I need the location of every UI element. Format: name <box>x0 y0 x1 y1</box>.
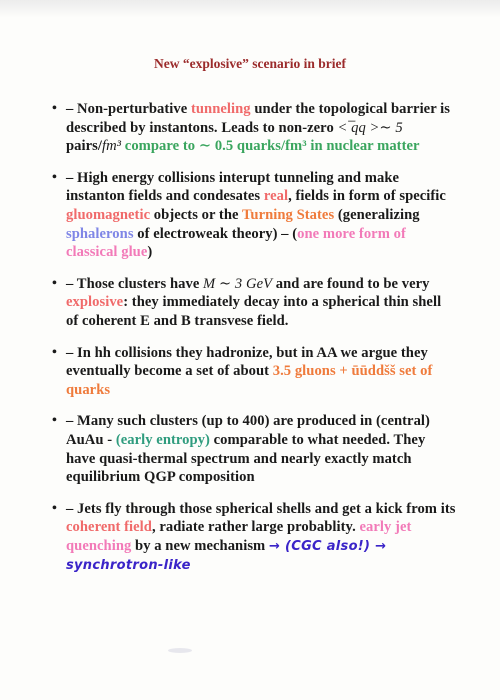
bullet-collisions <box>52 169 457 262</box>
page-title: New “explosive” scenario in brief <box>154 56 346 71</box>
bullet-dot: • <box>52 275 57 291</box>
pen-smudge <box>168 648 192 653</box>
math-fm3: fm³ <box>101 138 122 155</box>
highlight-compare: compare to ∼ 0.5 quarks/fm³ in nuclear matter <box>121 138 420 155</box>
bullet-text: comparable to what needed. They have quasi-thermal spectrum and nearly exactly match equilibrium QGP composition <box>66 431 426 486</box>
bullet-jets <box>52 500 457 576</box>
bullet-clusters <box>52 275 457 331</box>
bullet-many-clusters <box>52 412 457 486</box>
bullet-dot: • <box>52 413 57 429</box>
bullet-text: – Many such clusters (up to 400) are produced in (central) AuAu - <box>66 413 430 448</box>
bullet-text: by a new mechanism <box>131 537 269 554</box>
bullet-text: ) <box>147 244 153 261</box>
bullet-dot: • <box>52 344 57 360</box>
highlight-gluomagnetic: gluomagnetic <box>66 206 151 223</box>
bullet-dot: • <box>52 101 57 116</box>
bullet-text: – In hh collisions they hadronize, but in AA we argue they eventually become a set of about <box>66 344 428 380</box>
highlight-tunneling: tunneling <box>190 101 251 117</box>
highlight-coherent-field: coherent field <box>66 519 152 536</box>
bullet-text: – High energy collisions interupt tunneling and make instanton fields and condesates <box>66 169 400 205</box>
bullet-text: – Jets fly through those spherical shells and get a kick from its <box>66 500 456 517</box>
bullet-text: : they immediately decay into a spherical thin shell of coherent E and B transvese field. <box>66 294 442 329</box>
highlight-early-entropy: (early entropy) <box>115 431 210 448</box>
bullet-text: under the topological barrier is described by instantons. Leads to non-zero <box>66 101 450 136</box>
math-mass: M ∼ 3 GeV <box>203 275 273 292</box>
bullet-hadronize <box>52 344 457 400</box>
highlight-explosive: explosive <box>66 294 124 311</box>
bullet-text: of electroweak theory) – ( <box>133 225 298 242</box>
highlight-gluons: 3.5 gluons + ūūddšš set of quarks <box>66 363 433 398</box>
bullet-text: and are found to be very <box>272 275 430 292</box>
page-top-edge <box>0 0 500 18</box>
highlight-real: real <box>263 188 289 205</box>
bullet-text: – Non-perturbative <box>66 101 191 117</box>
bullet-list <box>52 100 457 589</box>
bullet-dot: • <box>52 500 57 516</box>
highlight-classical-glue: one more form of classical glue <box>66 225 406 261</box>
highlight-sphalerons: sphalerons <box>66 225 134 242</box>
bullet-text: pairs/ <box>66 138 102 155</box>
bullet-text: objects or the <box>150 206 242 223</box>
bullet-text: , radiate rather large probablity. <box>151 519 360 536</box>
highlight-turning-states: Turning States <box>241 206 335 223</box>
bullet-text: , fields in form of specific <box>288 188 446 205</box>
bullet-text: (generalizing <box>334 206 420 223</box>
math-condensate: < ̅qq >∼ 5 <box>337 119 403 136</box>
bullet-tunneling <box>52 100 457 156</box>
handwritten-note: → (CGC also!) → synchrotron-like <box>66 538 387 574</box>
bullet-dot: • <box>52 169 57 185</box>
highlight-early-jet-quenching: early jet quenching <box>66 519 412 554</box>
bullet-text: – Those clusters have <box>66 275 204 292</box>
